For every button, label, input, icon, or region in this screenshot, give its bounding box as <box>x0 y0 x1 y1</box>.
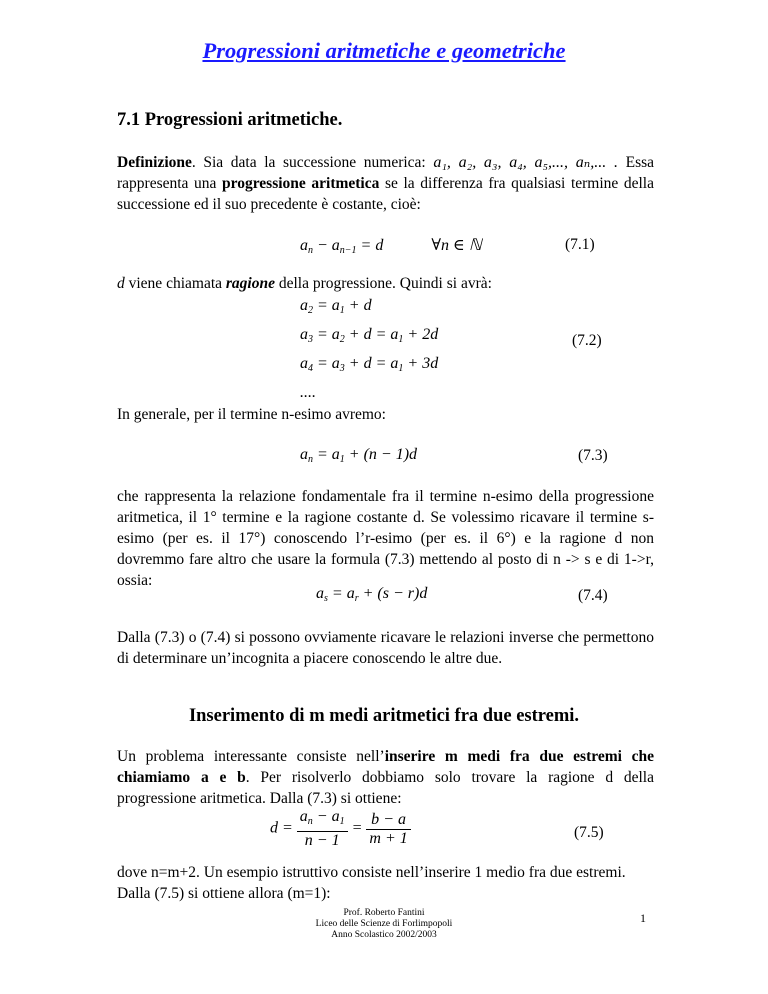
relation-paragraph: che rappresenta la relazione fondamentale fra il termine n-esimo della progressione aritmetica, il 1° termine e la ragione costante d. Se volessimo ricavare il termine s-esimo (per es. il 17°) conoscendo l’r-esimo (per es. il 6°) e la ragione d non dovremmo fare altro che usare la formula (7.3) mettendo al posto di n -> s e di 1->r, ossia: <box>117 488 654 589</box>
problem-bold: inserire m medi fra due estremi che chiamiamo a e b <box>117 748 655 786</box>
equation-7-2: $a_2 = a_1 + d$ $a_3 = a_2 + d = a_1 + 2d$ $a_4 = a_3 + d = a_1 + 3d$ .... <box>300 294 438 405</box>
equation-number: (7.5) <box>574 824 604 841</box>
example-paragraph-2: Dalla (7.5) si ottiene allora (m=1): <box>117 885 331 902</box>
footer-school: Liceo delle Scienze di Forlimpopoli <box>315 919 453 929</box>
page-number: 1 <box>640 911 646 925</box>
equation-7-3: $a_n = a_1 + (n - 1)d$ <box>300 446 418 465</box>
footer-year: Anno Scolastico 2002/2003 <box>331 930 437 940</box>
equation-number: (7.1) <box>565 236 595 253</box>
ragione-bold: ragione <box>225 275 275 292</box>
sequence-formula: a₁, a₂, a₃, a₄, a₅,..., aₙ,... . <box>433 154 618 171</box>
definition-bold: progressione aritmetica <box>221 175 380 192</box>
equation-number: (7.4) <box>578 587 608 604</box>
problem-text-2: . Per risolverlo dobbiamo solo trovare la ragione d della progressione aritmetica. Dalla (7.3) si ottiene: <box>117 769 654 807</box>
footer-author: Prof. Roberto Fantini <box>343 908 425 918</box>
equation-dots: .... <box>300 384 316 401</box>
equation-number: (7.3) <box>578 447 608 464</box>
section-heading: 7.1 Progressioni aritmetiche. <box>117 110 343 130</box>
definition-paragraph <box>117 152 654 215</box>
definition-text-2: Essa rappresenta una <box>117 154 655 192</box>
general-paragraph: In generale, per il termine n-esimo avremo: <box>117 406 386 423</box>
equation-number: (7.2) <box>572 332 602 349</box>
ragione-text: viene chiamata <box>124 275 226 292</box>
problem-text: Un problema interessante consiste nell’ <box>117 748 385 765</box>
definition-text: . Sia data la successione numerica: <box>191 154 434 171</box>
equation-7-5: d = $\frac{a_n - a_1}{n - 1}$ = $\frac{b - a}{m + 1}$ <box>270 808 411 850</box>
ragione-text-2: della progressione. Quindi si avrà: <box>274 275 492 292</box>
equation-7-4: $a_s = a_r + (s - r)d$ <box>316 585 428 604</box>
equation-7-1: $a_n - a_{n-1} = d$ ∀n ∈ ℕ <box>300 237 482 256</box>
page-title: Progressioni aritmetiche e geometriche <box>202 38 566 63</box>
definition-label: Definizione <box>117 154 192 171</box>
ragione-paragraph: d viene chiamata ragione della progressione. Quindi si avrà: <box>117 275 492 292</box>
subsection-heading: Inserimento di m medi aritmetici fra due estremi. <box>188 706 580 726</box>
definition-text-3: se la differenza fra qualsiasi termine della successione ed il suo precedente è costante, cioè: <box>117 175 654 213</box>
inverse-paragraph: Dalla (7.3) o (7.4) si possono ovviamente ricavare le relazioni inverse che permettono di determinare un’incognita a piacere conoscendo le altre due. <box>117 629 654 667</box>
example-paragraph: dove n=m+2. Un esempio istruttivo consiste nell’inserire 1 medio fra due estremi. <box>117 864 626 881</box>
problem-paragraph <box>117 746 654 809</box>
footer <box>0 908 768 941</box>
